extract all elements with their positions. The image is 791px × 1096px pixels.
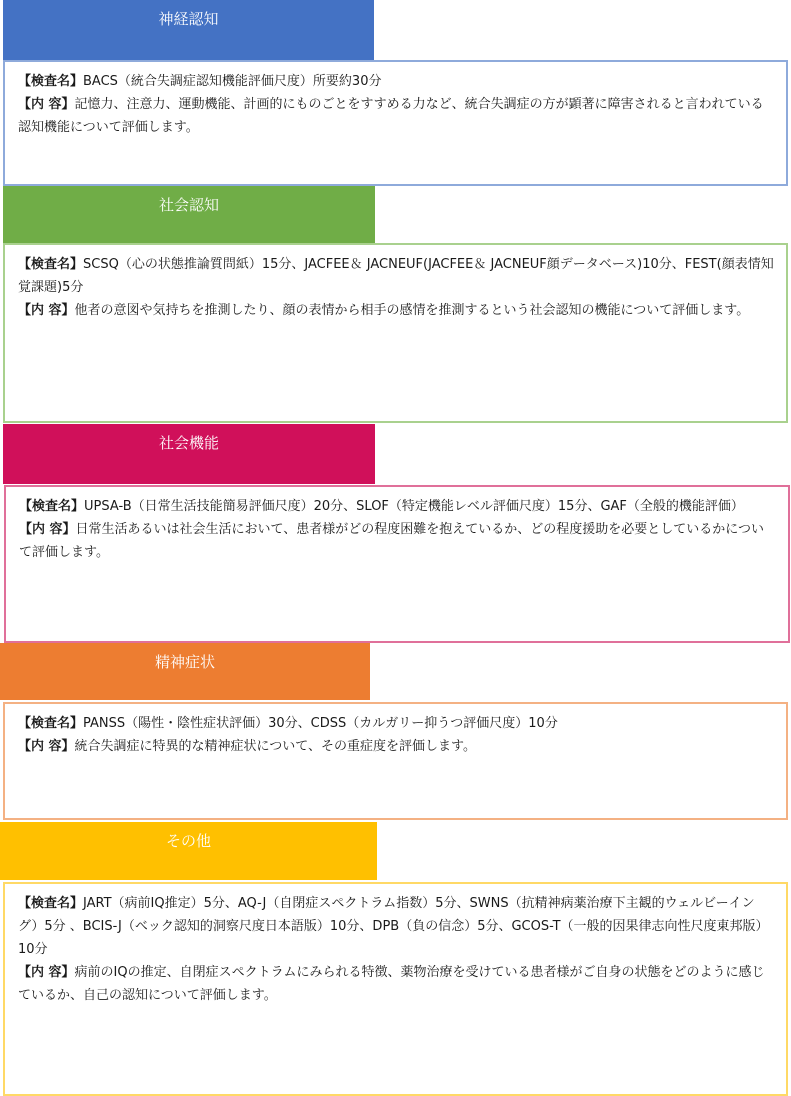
test-text: UPSA-B（日常生活技能簡易評価尺度）20分、SLOF（特定機能レベル評価尺度）15分、GAF（全般的機能評価） — [84, 499, 744, 514]
section-header-social-function — [3, 424, 375, 484]
content-text: 記憶力、注意力、運動機能、計画的にものごとをすすめる力など、統合失調症の方が顕著に障害されると言われている認知機能について評価します。 — [18, 97, 764, 135]
content-label: 【内 容】 — [18, 739, 75, 754]
section-title: 社会認知 — [158, 196, 219, 214]
content-line — [18, 961, 774, 1007]
content-text: 日常生活あるいは社会生活において、患者様がどの程度困難を抱えているか、どの程度援助を必要としているかについて評価します。 — [19, 522, 765, 560]
test-label: 【検査名】 — [18, 74, 84, 89]
section-header-symptoms — [0, 643, 370, 700]
content-label: 【内 容】 — [19, 522, 76, 537]
content-text: 病前のIQの推定、自閉症スペクトラムにみられる特徴、薬物治療を受けている患者様がご自身の状態をどのように感じているか、自己の認知について評価します。 — [18, 965, 765, 1003]
section-header-cognition — [3, 0, 374, 60]
content-line — [19, 518, 776, 564]
test-label: 【検査名】 — [18, 257, 84, 272]
test-text: BACS（統合失調症認知機能評価尺度）所要約30分 — [83, 74, 382, 89]
content-label: 【内 容】 — [18, 97, 75, 112]
test-label: 【検査名】 — [19, 499, 85, 514]
section-header-other — [0, 822, 377, 880]
test-text: SCSQ（心の状態推論質問紙）15分、JACFEE＆ JACNEUF(JACFEE＆ JACNEUF顔データベース)10分、FEST(顔表情知覚課題)5分 — [18, 257, 774, 295]
test-label: 【検査名】 — [18, 716, 84, 731]
section-title: 神経認知 — [158, 10, 219, 28]
test-line — [18, 892, 774, 961]
content-line — [18, 735, 774, 758]
section-header-social-cognition — [3, 186, 375, 243]
section-title: 精神症状 — [154, 653, 215, 671]
section-box-other — [3, 882, 788, 1096]
content-label: 【内 容】 — [18, 303, 75, 318]
content-text: 統合失調症に特異的な精神症状について、その重症度を評価します。 — [74, 739, 476, 754]
section-box-social-cognition — [3, 243, 788, 423]
test-line — [19, 495, 776, 518]
section-box-cognition — [3, 60, 788, 186]
test-label: 【検査名】 — [18, 896, 84, 911]
test-line — [18, 70, 774, 93]
content-line — [18, 299, 774, 322]
test-text: PANSS（陽性・陰性症状評価）30分、CDSS（カルガリー抑うつ評価尺度）10分 — [83, 716, 558, 731]
content-label: 【内 容】 — [18, 965, 75, 980]
content-line — [18, 93, 774, 139]
section-box-social-function — [4, 485, 790, 643]
section-title: 社会機能 — [158, 434, 219, 452]
test-line — [18, 712, 774, 735]
test-text: JART（病前IQ推定）5分、AQ-J（自閉症スペクトラム指数）5分、SWNS（抗精神病薬治療下主観的ウェルビーイング）5分 、BCIS-J（ベック認知的洞察尺度日本語版）10分、DPB（負の信念）5分、GCOS-T（一般的因果律志向性尺度東邦版）10分 — [18, 896, 769, 957]
section-box-symptoms — [3, 702, 788, 820]
content-text: 他者の意図や気持ちを推測したり、顔の表情から相手の感情を推測するという社会認知の機能について評価します。 — [74, 303, 750, 318]
section-title: その他 — [165, 832, 211, 850]
test-line — [18, 253, 774, 299]
